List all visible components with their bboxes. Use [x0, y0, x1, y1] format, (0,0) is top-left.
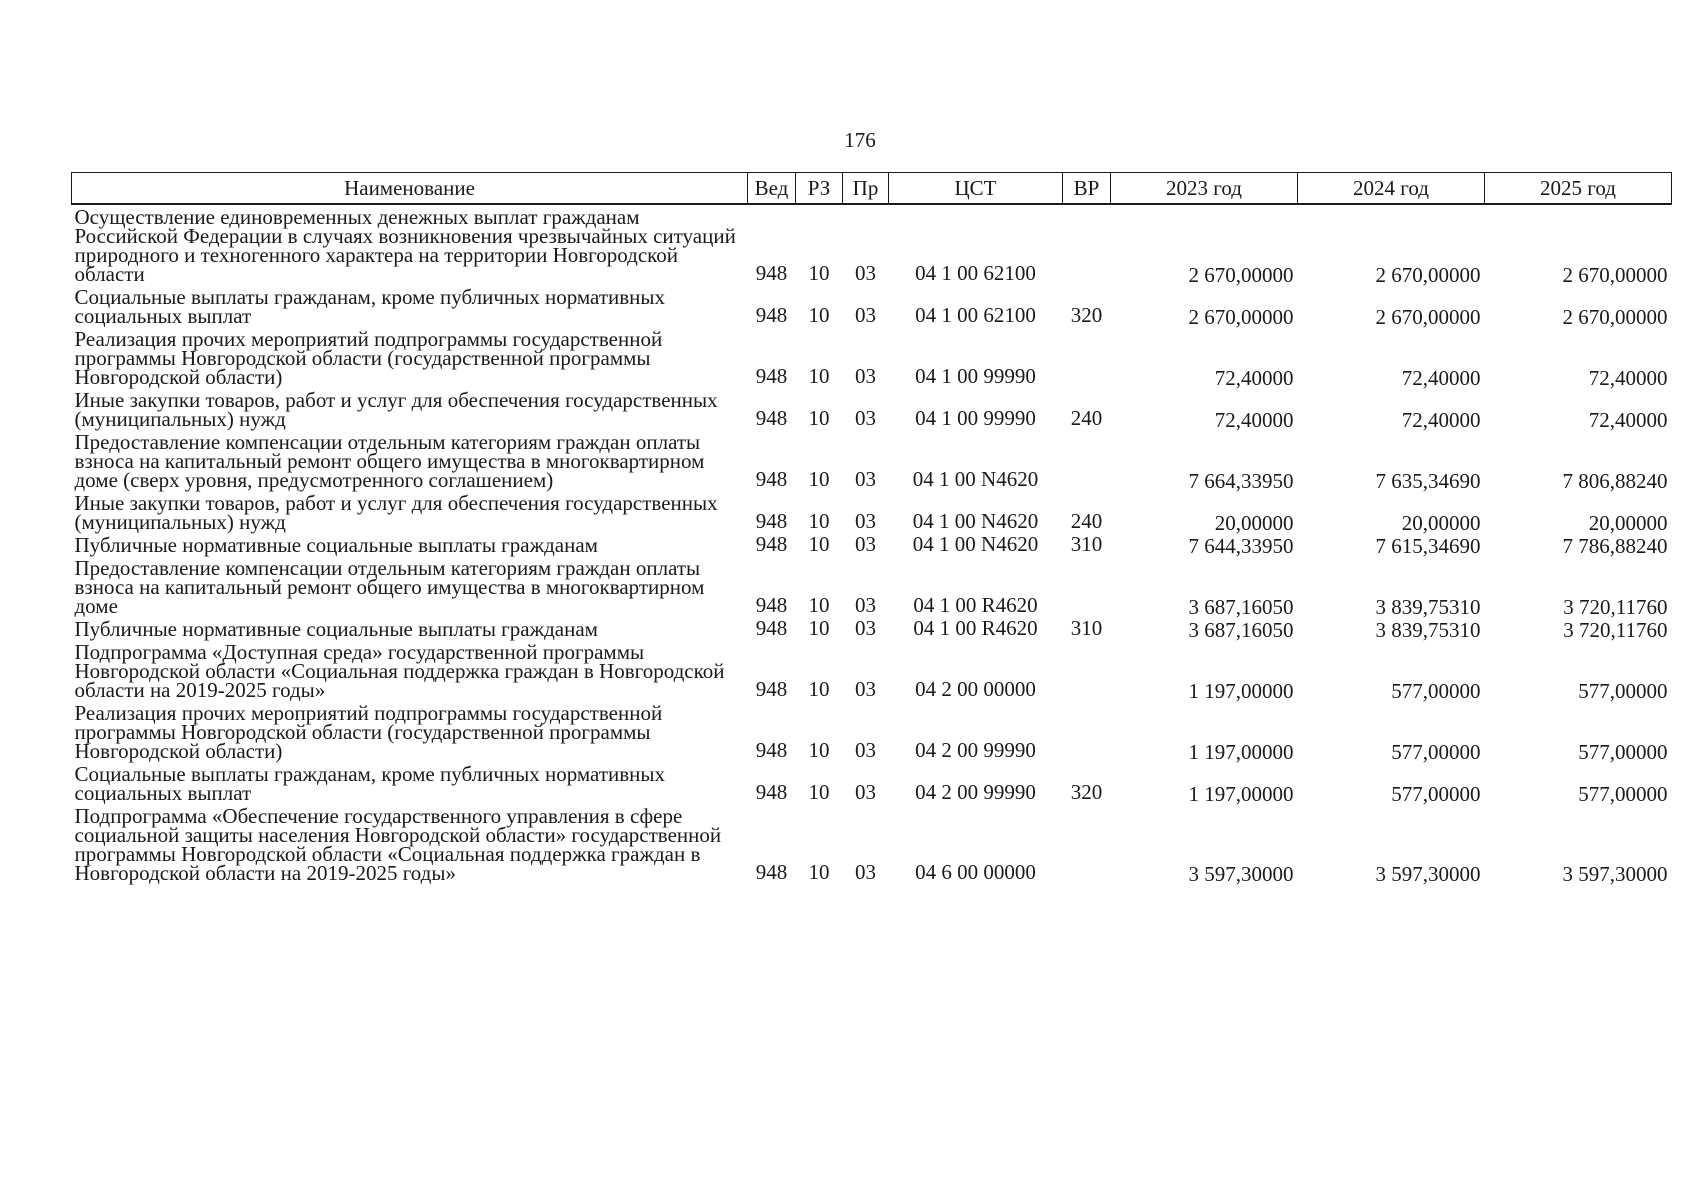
- table-row: [72, 491, 1672, 533]
- row-vr: [1063, 327, 1111, 388]
- row-amount-2023: 72,40000: [1214, 366, 1294, 390]
- row-ved: 948: [755, 467, 788, 491]
- row-ved: 948: [755, 677, 788, 701]
- row-ved: 948: [755, 860, 788, 884]
- row-name: Осуществление единовременных денежных выплат гражданам Российской Федерации в случаях возникновения чрезвычайных ситуаций природного и техногенного характера на территории Новгородской области: [74, 205, 736, 286]
- row-cst: 04 1 00 R4620: [913, 593, 1038, 617]
- row-ved: 948: [755, 780, 788, 804]
- row-amount-2023: 3 687,16050: [1188, 595, 1294, 619]
- row-vr: [1063, 556, 1111, 617]
- row-amount-2023: 3 597,30000: [1188, 862, 1294, 886]
- row-vr: [1063, 701, 1111, 762]
- row-name: Публичные нормативные социальные выплаты гражданам: [74, 617, 598, 641]
- table-row: [72, 285, 1672, 327]
- row-cst: 04 1 00 99990: [915, 406, 1036, 430]
- row-amount-2024: 3 839,75310: [1375, 595, 1481, 619]
- row-amount-2024: 577,00000: [1391, 740, 1481, 764]
- row-pr: 03: [855, 261, 876, 285]
- row-amount-2023: 1 197,00000: [1188, 782, 1294, 806]
- row-name: Публичные нормативные социальные выплаты гражданам: [74, 533, 598, 557]
- row-amount-2023: 1 197,00000: [1188, 740, 1294, 764]
- row-ved: 948: [755, 532, 788, 556]
- row-ved: 948: [755, 406, 788, 430]
- row-pr: 03: [855, 364, 876, 388]
- row-name: Реализация прочих мероприятий подпрограммы государственной программы Новгородской области (государственной программы Новгородской области): [74, 327, 663, 389]
- row-ved: 948: [755, 738, 788, 762]
- row-rz: 10: [808, 364, 830, 388]
- row-cst: 04 2 00 99990: [915, 780, 1036, 804]
- row-amount-2025: 2 670,00000: [1562, 305, 1668, 329]
- row-vr: 310: [1070, 616, 1103, 640]
- row-cst: 04 1 00 N4620: [912, 509, 1039, 533]
- row-amount-2024: 72,40000: [1401, 408, 1481, 432]
- header-name: Наименование: [72, 173, 748, 205]
- row-amount-2025: 7 806,88240: [1562, 469, 1668, 493]
- row-amount-2025: 20,00000: [1588, 511, 1668, 535]
- row-pr: 03: [855, 616, 876, 640]
- header-2023: 2023 год: [1111, 173, 1298, 205]
- row-pr: 03: [855, 532, 876, 556]
- row-pr: 03: [855, 406, 876, 430]
- row-ved: 948: [755, 509, 788, 533]
- row-pr: 03: [855, 677, 876, 701]
- row-name: Подпрограмма «Доступная среда» государственной программы Новгородской области «Социальная поддержка граждан в Новгородской области на 2019-2025 годы»: [74, 640, 725, 702]
- row-rz: 10: [808, 677, 830, 701]
- row-amount-2025: 7 786,88240: [1562, 534, 1668, 558]
- row-vr: 240: [1070, 406, 1103, 430]
- header-cst: ЦСТ: [889, 173, 1063, 205]
- table-row: [72, 327, 1672, 388]
- row-cst: 04 1 00 62100: [915, 261, 1036, 285]
- row-amount-2024: 7 635,34690: [1375, 469, 1481, 493]
- row-name: Иные закупки товаров, работ и услуг для обеспечения государственных (муниципальных) нужд: [74, 491, 718, 534]
- row-rz: 10: [808, 467, 830, 491]
- row-rz: 10: [808, 738, 830, 762]
- row-pr: 03: [855, 509, 876, 533]
- row-rz: 10: [808, 780, 830, 804]
- row-ved: 948: [755, 364, 788, 388]
- row-cst: 04 2 00 00000: [915, 677, 1036, 701]
- row-cst: 04 2 00 99990: [915, 738, 1036, 762]
- row-amount-2024: 3 839,75310: [1375, 618, 1481, 642]
- row-amount-2025: 577,00000: [1578, 782, 1668, 806]
- row-amount-2024: 20,00000: [1401, 511, 1481, 535]
- row-pr: 03: [855, 780, 876, 804]
- row-rz: 10: [808, 593, 830, 617]
- row-ved: 948: [755, 616, 788, 640]
- header-pr: Пр: [843, 173, 889, 205]
- row-amount-2023: 3 687,16050: [1188, 618, 1294, 642]
- row-amount-2024: 72,40000: [1401, 366, 1481, 390]
- row-name: Иные закупки товаров, работ и услуг для обеспечения государственных (муниципальных) нужд: [74, 388, 718, 431]
- row-amount-2024: 3 597,30000: [1375, 862, 1481, 886]
- row-cst: 04 1 00 R4620: [913, 616, 1038, 640]
- table-row: [72, 804, 1672, 884]
- row-vr: 320: [1070, 780, 1103, 804]
- header-vr: ВР: [1063, 173, 1111, 205]
- row-pr: 03: [855, 467, 876, 491]
- row-rz: 10: [808, 616, 830, 640]
- row-name: Предоставление компенсации отдельным категориям граждан оплаты взноса на капитальный ремонт общего имущества в многоквартирном доме (сверх уровня, предусмотренного соглашением): [74, 430, 705, 492]
- row-ved: 948: [755, 303, 788, 327]
- page-number: 176: [844, 128, 876, 152]
- header-2024: 2024 год: [1298, 173, 1485, 205]
- row-amount-2024: 7 615,34690: [1375, 534, 1481, 558]
- row-amount-2025: 72,40000: [1588, 408, 1668, 432]
- row-vr: 320: [1070, 303, 1103, 327]
- row-pr: 03: [855, 860, 876, 884]
- row-amount-2024: 2 670,00000: [1375, 263, 1481, 287]
- row-amount-2025: 3 597,30000: [1562, 862, 1668, 886]
- row-name: Социальные выплаты гражданам, кроме публичных нормативных социальных выплат: [74, 762, 666, 805]
- row-amount-2024: 2 670,00000: [1375, 305, 1481, 329]
- row-name: Социальные выплаты гражданам, кроме публичных нормативных социальных выплат: [74, 285, 666, 328]
- row-name: Подпрограмма «Обеспечение государственного управления в сфере социальной защиты населения Новгородской области» государственной программы Новгородской области «Социальная поддержка граждан в Новгородской области на 2019-2025 годы»: [74, 804, 722, 885]
- row-vr: 240: [1070, 509, 1103, 533]
- table-row: [72, 701, 1672, 762]
- row-vr: [1063, 204, 1111, 285]
- row-amount-2025: 72,40000: [1588, 366, 1668, 390]
- row-amount-2023: 72,40000: [1214, 408, 1294, 432]
- table-row: [72, 430, 1672, 491]
- row-amount-2024: 577,00000: [1391, 679, 1481, 703]
- row-amount-2023: 7 664,33950: [1188, 469, 1294, 493]
- table-header: [72, 173, 1672, 205]
- table-row: [72, 533, 1672, 556]
- row-cst: 04 1 00 62100: [915, 303, 1036, 327]
- row-cst: 04 6 00 00000: [915, 860, 1036, 884]
- row-pr: 03: [855, 593, 876, 617]
- row-name: Предоставление компенсации отдельным категориям граждан оплаты взноса на капитальный ремонт общего имущества в многоквартирном доме: [74, 556, 705, 618]
- table-row: [72, 556, 1672, 617]
- row-amount-2025: 577,00000: [1578, 740, 1668, 764]
- row-rz: 10: [808, 509, 830, 533]
- row-vr: 310: [1070, 532, 1103, 556]
- row-rz: 10: [808, 261, 830, 285]
- row-rz: 10: [808, 406, 830, 430]
- header-2025: 2025 год: [1485, 173, 1672, 205]
- row-amount-2023: 2 670,00000: [1188, 263, 1294, 287]
- row-cst: 04 1 00 N4620: [912, 532, 1039, 556]
- row-vr: [1063, 430, 1111, 491]
- row-amount-2025: 3 720,11760: [1563, 595, 1668, 619]
- row-rz: 10: [808, 860, 830, 884]
- row-ved: 948: [755, 261, 788, 285]
- table-row: [72, 640, 1672, 701]
- table-row: [72, 388, 1672, 430]
- row-amount-2025: 577,00000: [1578, 679, 1668, 703]
- row-amount-2023: 2 670,00000: [1188, 305, 1294, 329]
- row-pr: 03: [855, 738, 876, 762]
- row-amount-2025: 3 720,11760: [1563, 618, 1668, 642]
- row-vr: [1063, 640, 1111, 701]
- row-amount-2023: 20,00000: [1214, 511, 1294, 535]
- table-row: [72, 617, 1672, 640]
- row-vr: [1063, 804, 1111, 884]
- row-amount-2025: 2 670,00000: [1562, 263, 1668, 287]
- row-amount-2023: 7 644,33950: [1188, 534, 1294, 558]
- table-row: [72, 762, 1672, 804]
- row-cst: 04 1 00 99990: [915, 364, 1036, 388]
- row-amount-2023: 1 197,00000: [1188, 679, 1294, 703]
- budget-table: [71, 172, 1672, 884]
- row-name: Реализация прочих мероприятий подпрограммы государственной программы Новгородской области (государственной программы Новгородской области): [74, 701, 663, 763]
- row-amount-2024: 577,00000: [1391, 782, 1481, 806]
- row-cst: 04 1 00 N4620: [912, 467, 1039, 491]
- row-ved: 948: [755, 593, 788, 617]
- header-ved: Вед: [748, 173, 796, 205]
- row-pr: 03: [855, 303, 876, 327]
- table-body: [72, 204, 1672, 884]
- row-rz: 10: [808, 532, 830, 556]
- table-row: [72, 204, 1672, 285]
- row-rz: 10: [808, 303, 830, 327]
- header-rz: РЗ: [796, 173, 843, 205]
